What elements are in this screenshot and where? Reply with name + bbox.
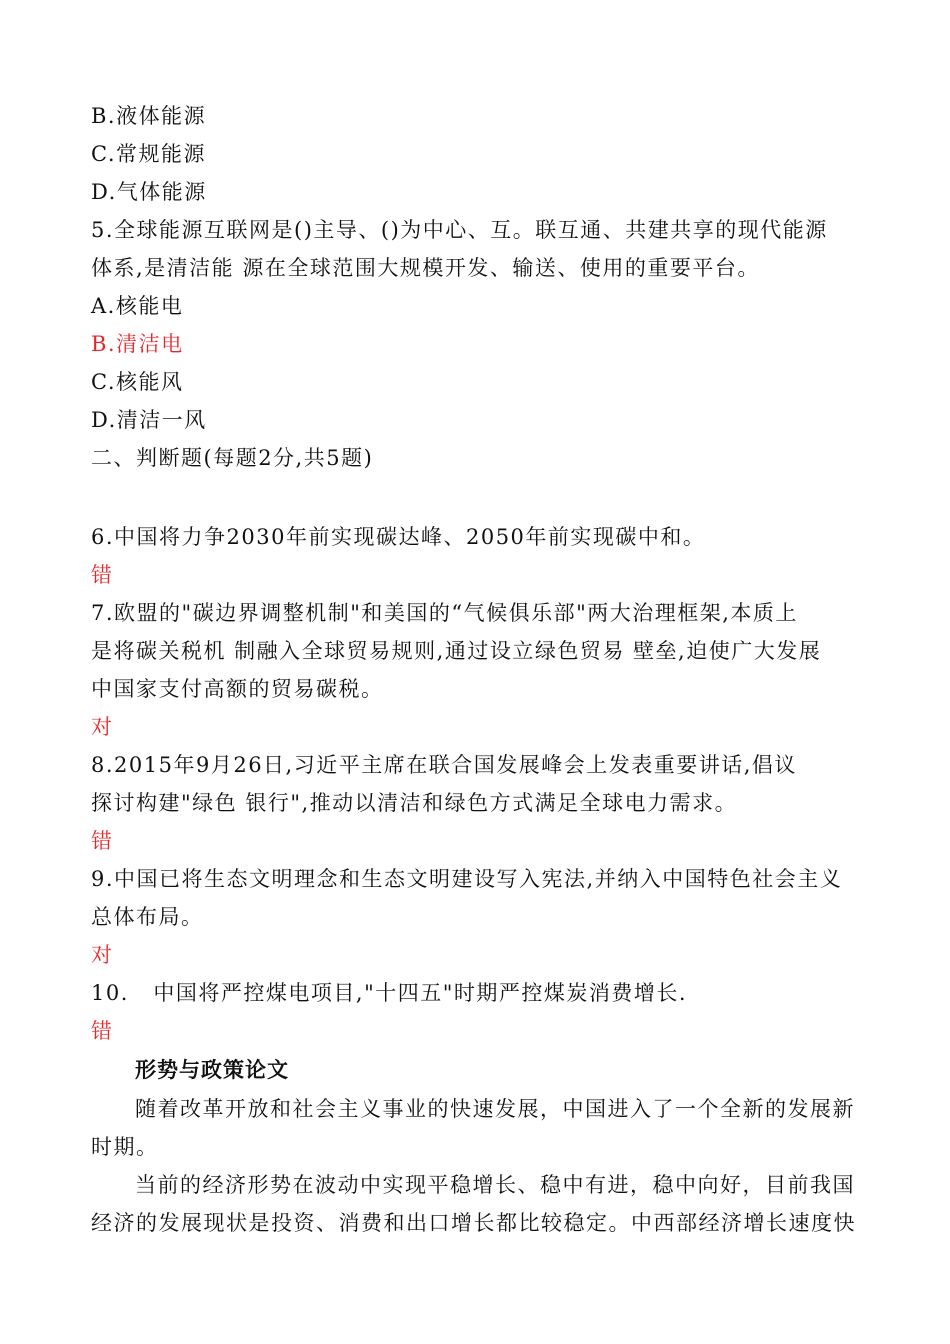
q5-option-b-correct: B.清洁电	[91, 332, 184, 356]
q5-option-a: A.核能电	[91, 294, 184, 318]
q4-option-c: C.常规能源	[91, 142, 206, 166]
q5-option-c: C.核能风	[91, 370, 184, 394]
q5-text-line2: 体系,是清洁能 源在全球范围大规模开发、输送、使用的重要平台。	[91, 256, 760, 280]
section2-title: 二、判断题(每题2分,共5题)	[91, 446, 374, 470]
essay-paragraph1-line2: 时期。	[91, 1135, 159, 1159]
q8-text-line2: 探讨构建"绿色 银行",推动以清洁和绿色方式满足全球电力需求。	[91, 791, 738, 815]
q9-text-line2: 总体布局。	[91, 905, 204, 929]
q8-answer: 错	[91, 829, 114, 853]
q6-text: 6.中国将力争2030年前实现碳达峰、2050年前实现碳中和。	[91, 525, 706, 549]
q5-text-line1: 5.全球能源互联网是()主导、()为中心、互。联互通、共建共享的现代能源	[91, 218, 828, 242]
essay-paragraph2-line1: 当前的经济形势在波动中实现平稳增长、稳中有进，稳中向好，目前我国	[135, 1173, 855, 1197]
q7-text-line3: 中国家支付高额的贸易碳税。	[91, 677, 384, 701]
q9-answer: 对	[91, 943, 114, 967]
q10-text: 10. 中国将严控煤电项目,"十四五"时期严控煤炭消费增长.	[91, 981, 688, 1005]
q7-text-line1: 7.欧盟的"碳边界调整机制"和美国的“气候俱乐部"两大治理框架,本质上	[91, 601, 798, 625]
q4-option-b: B.液体能源	[91, 104, 207, 128]
q4-option-d: D.气体能源	[91, 180, 207, 204]
q9-text-line1: 9.中国已将生态文明理念和生态文明建设写入宪法,并纳入中国特色社会主义	[91, 867, 843, 891]
essay-title: 形势与政策论文	[135, 1058, 289, 1082]
q5-option-d: D.清洁一风	[91, 408, 207, 432]
q6-answer: 错	[91, 563, 114, 587]
q10-answer: 错	[91, 1019, 114, 1043]
q7-text-line2: 是将碳关税机 制融入全球贸易规则,通过设立绿色贸易 壁垒,迫使广大发展	[91, 639, 822, 663]
essay-paragraph1-line1: 随着改革开放和社会主义事业的快速发展，中国进入了一个全新的发展新	[135, 1097, 855, 1121]
essay-paragraph2-line2: 经济的发展现状是投资、消费和出口增长都比较稳定。中西部经济增长速度快	[91, 1211, 856, 1235]
q7-answer: 对	[91, 715, 114, 739]
q8-text-line1: 8.2015年9月26日,习近平主席在联合国发展峰会上发表重要讲话,倡议	[91, 753, 797, 777]
